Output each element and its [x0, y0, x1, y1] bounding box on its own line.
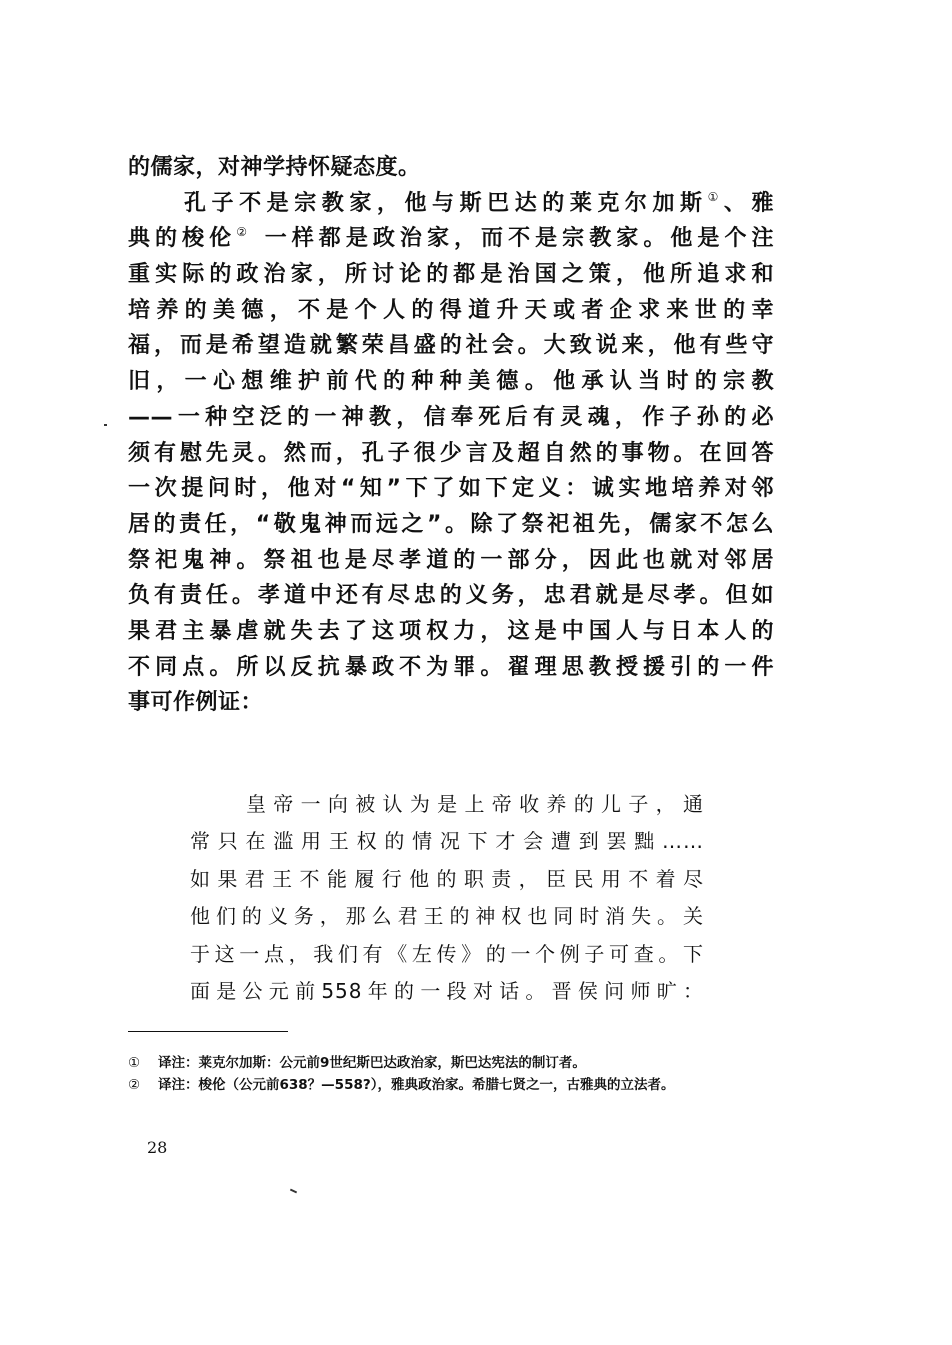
- text-line: 事可作例证：: [128, 690, 264, 716]
- footnote-ref[interactable]: ②: [236, 225, 252, 240]
- footnote-divider: [128, 1031, 288, 1032]
- text-line: 的儒家，对神学持怀疑态度。: [128, 155, 421, 180]
- text-line: 果君主暴虐就失去了这项权力，这是中国人与日本人的: [128, 618, 774, 644]
- footnote-text: 译注：梭伦（公元前638？—558?），雅典政治家。希腊七贤之一，古雅典的立法者。: [158, 1077, 675, 1093]
- quote-line: 常只在滥用王权的情况下才会遭到罢黜……: [190, 829, 704, 854]
- text-line: 福，而是希望造就繁荣昌盛的社会。大致说来，他有些守: [128, 333, 774, 359]
- text-segment: 一样都是政治家，而不是宗教家。他是个注: [252, 226, 774, 252]
- text-segment: 孔子不是宗教家，他与斯巴达的莱克尔加斯: [184, 190, 708, 216]
- text-line: 祭祀鬼神。祭祖也是尽孝道的一部分，因此也就对邻居: [128, 547, 774, 573]
- text-line: 重实际的政治家，所讨论的都是治国之策，他所追求和: [128, 262, 774, 288]
- footnote-2: [128, 1074, 768, 1096]
- text-line: 一次提问时，他对“知”下了如下定义：诚实地培养对邻: [128, 476, 774, 502]
- quote-line: 如果君王不能履行他的职责，臣民用不着尽: [190, 866, 704, 891]
- footnote-mark: ②: [128, 1077, 141, 1093]
- text-segment: 典的梭伦: [128, 226, 237, 252]
- text-line: ——一种空泛的一神教，信奉死后有灵魂，作子孙的必: [128, 404, 774, 430]
- text-line: 培养的美德，不是个人的得道升天或者企求来世的幸: [128, 297, 774, 323]
- footnote-1: [128, 1052, 768, 1074]
- text-line: 须有慰先灵。然而，孔子很少言及超自然的事物。在回答: [128, 440, 774, 466]
- footnote-text: 译注：莱克尔加斯：公元前9世纪斯巴达政治家，斯巴达宪法的制订者。: [158, 1055, 586, 1071]
- quote-line: 他们的义务，那么君王的神权也同时消失。关: [190, 904, 704, 929]
- text-line: 旧，一心想维护前代的种种美德。他承认当时的宗教: [128, 369, 774, 395]
- text-line: [128, 221, 774, 257]
- quote-line: 于这一点，我们有《左传》的一个例子可查。下: [190, 941, 704, 966]
- text-line: 不同点。所以反抗暴政不为罪。翟理思教授援引的一件: [128, 654, 774, 680]
- footnote-mark: ①: [128, 1055, 141, 1071]
- page-number: 28: [147, 1138, 168, 1157]
- quote-line: 面是公元前558年的一段对话。晋侯问师旷：: [190, 978, 704, 1003]
- footnotes: [128, 1052, 768, 1096]
- text-line: 负有责任。孝道中还有尽忠的义务，忠君就是尽孝。但如: [128, 583, 774, 609]
- main-paragraphs: [128, 150, 774, 721]
- scan-speck: [290, 1189, 297, 1194]
- quote-line: 皇帝一向被认为是上帝收养的儿子，通: [246, 792, 704, 816]
- text-segment: 、雅: [723, 190, 774, 216]
- block-quote: [190, 786, 704, 1010]
- scan-speck: [104, 424, 107, 426]
- footnote-ref[interactable]: ①: [707, 189, 724, 204]
- text-line: 居的责任，“敬鬼神而远之”。除了祭祀祖先，儒家不怎么: [128, 511, 774, 537]
- text-line: [128, 186, 774, 222]
